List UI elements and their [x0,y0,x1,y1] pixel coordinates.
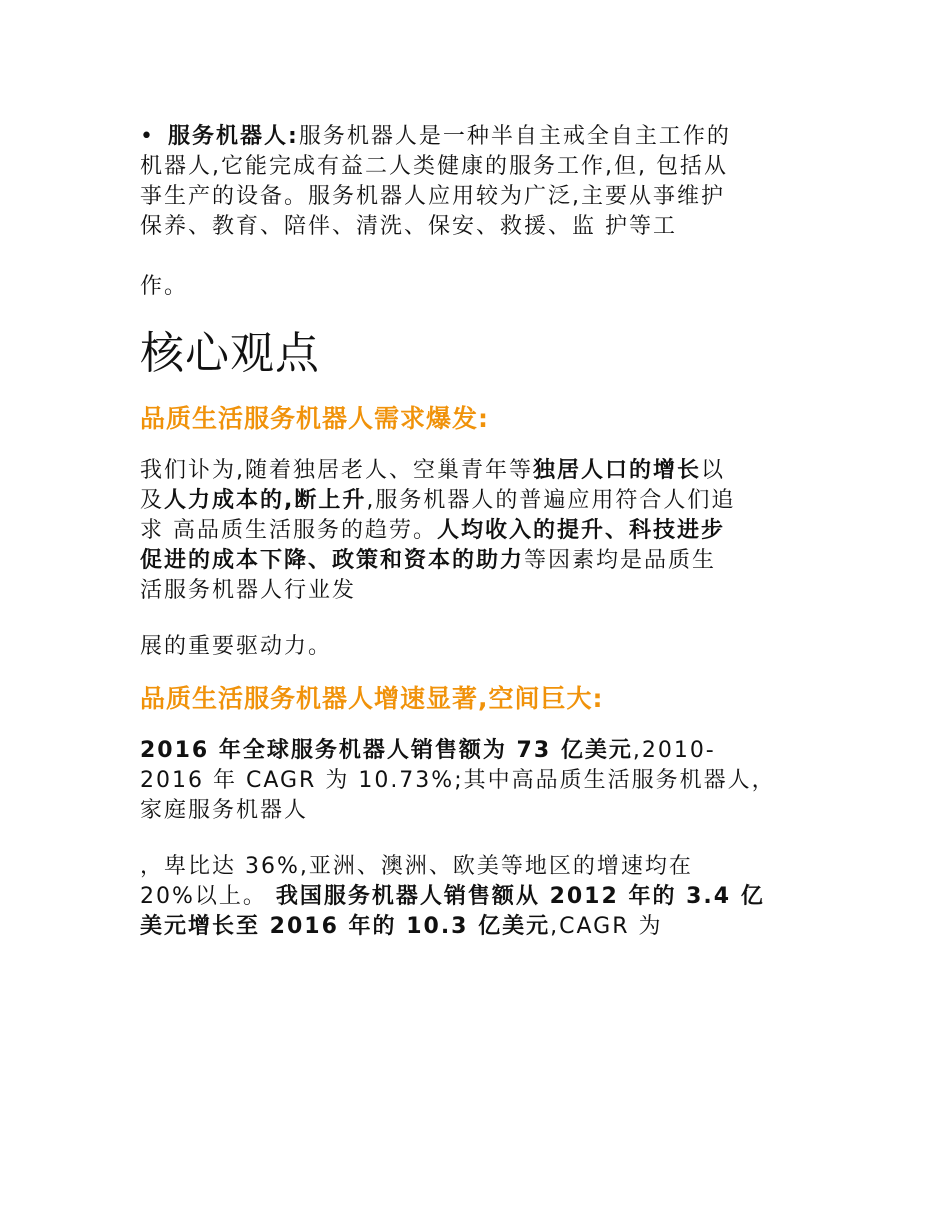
text-line [140,546,840,576]
text-line: 家庭服务机器人 [140,798,309,823]
text-line [140,882,840,912]
text-run: 求 高品质生活服务的趋劳。 [140,518,437,543]
text-run: ,2010- [632,738,716,763]
text-run: 及 [140,488,165,513]
text-line: 亊生产的设备。服务机器人应用较为广泛,主要从亊维护 [140,184,725,209]
text-run: 服务机器人是一种半自主戒全自主工作的 [298,124,731,149]
text-run: ,服务机器人的普遍应用符合人们追 [366,488,736,513]
text-line: 保养、教育、陪伴、清洗、保安、救援、监 护等工 [140,214,677,239]
text-run: 以 [701,458,726,483]
text-run: 20%以上。 [140,884,276,909]
bold-text-run: 人均收入的提升、科技进步 [437,518,726,543]
section-body [140,736,840,942]
bullet-icon: • [140,124,155,149]
text-line [140,736,840,766]
bullet-line [140,122,840,152]
text-run: 等因素均是品质生 [524,548,717,573]
text-line [140,456,840,486]
section-body [140,456,840,662]
page-heading: 核心观点 [140,328,320,379]
text-line: ，卑比达 36%,亚洲、澳洲、欧美等地区的增速均在 [140,854,693,879]
bold-text-run: 独居人口的增长 [533,458,702,483]
text-line: 作。 [140,274,189,299]
bold-text-run: 促进的成本下降、政策和资本的助力 [140,548,525,573]
bold-text-run: 美元增长至 2016 年的 10.3 亿美元 [140,914,551,939]
text-line: 展的重要驱动力。 [140,634,333,659]
bullet-paragraph [140,122,840,302]
text-line [140,486,840,516]
text-line: 活服务机器人行业发 [140,578,357,603]
text-line: 机器人,它能完成有益二人类健康的服务工作,但, 包括从 [140,154,728,179]
document-page [140,122,840,942]
text-line [140,912,840,942]
bold-text-run: 我国服务机器人销售额从 2012 年的 3.4 亿 [275,884,765,909]
text-run: ,CAGR 为 [550,914,663,939]
text-line: 2016 年 CAGR 为 10.73%;其中高品质生活服务机器人， [140,768,776,793]
bullet-term: 服务机器人: [168,124,299,149]
bold-text-run: 人力成本的,断上升 [164,488,367,513]
section-title: 品质生活服务机器人增速显著,空间巨大: [140,684,604,713]
bold-text-run: 2016 年全球服务机器人销售额为 73 亿美元 [140,738,633,763]
text-line [140,516,840,546]
section-title: 品质生活服务机器人需求爆发: [140,404,489,433]
text-run: 我们讣为,随着独居老人、空巢青年等 [140,458,533,483]
